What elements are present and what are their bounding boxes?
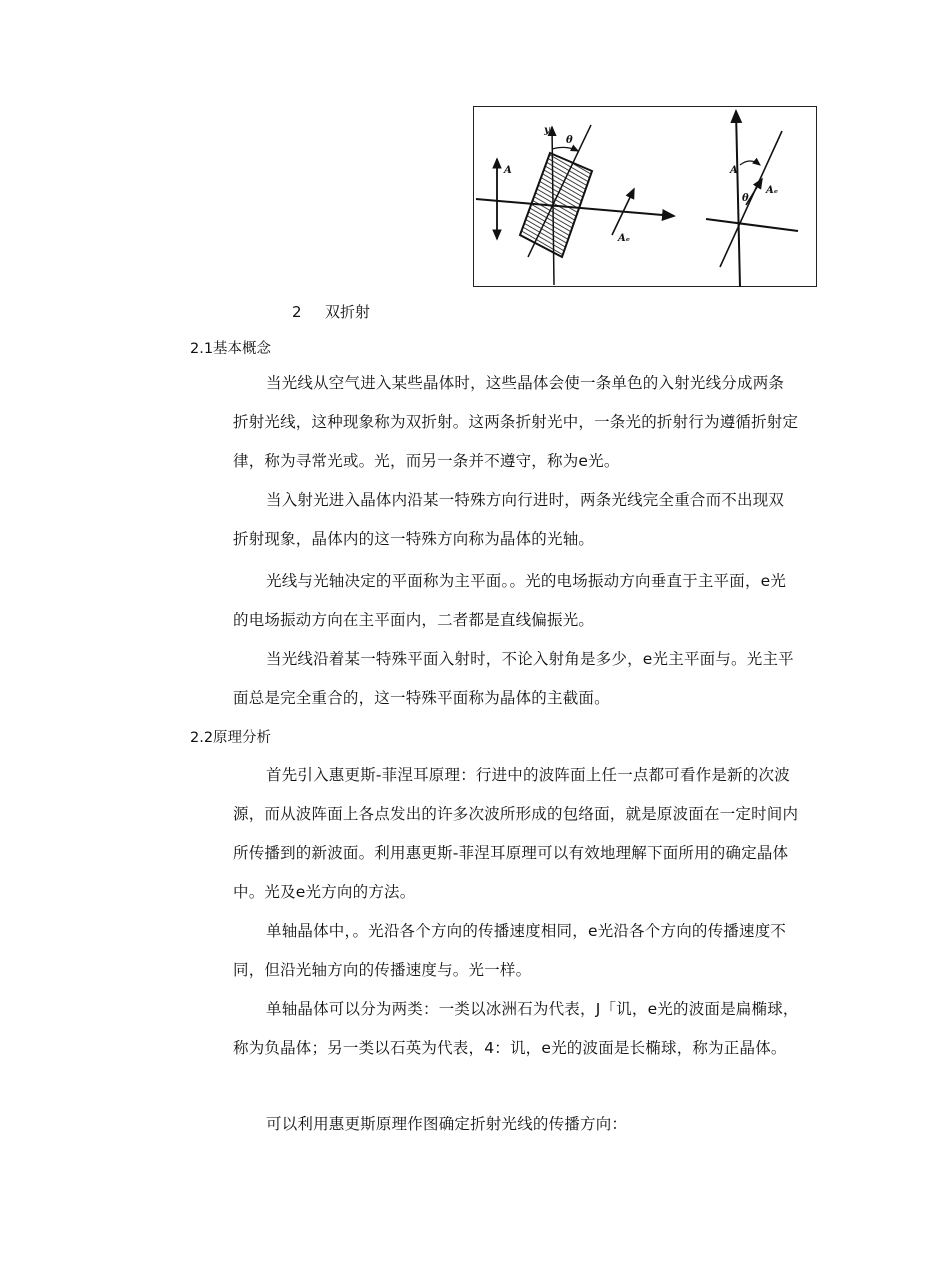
theta-label-left: θ <box>566 135 573 146</box>
subsection-heading-basic-concepts: 2.1基本概念 <box>190 341 272 357</box>
figure-drawing <box>474 107 818 288</box>
paragraph-1: 当光线从空气进入某些晶体时，这些晶体会使一条单色的入射光线分成两条折射光线，这种现象称为双折射。这两条折射光中，一条光的折射行为遵循折射定律，称为寻常光或。光，而另一条并不遵守，称为e光。 <box>233 374 799 470</box>
ae-label-right: Aₑ <box>766 185 779 196</box>
y-axis-label: y <box>544 125 550 136</box>
paragraph-7: 单轴晶体可以分为两类：一类以冰洲石为代表，J「讥，e光的波面是扁椭球，称为负晶体；另一类以石英为代表，4：讥，e光的波面是长椭球，称为正晶体。 <box>233 1000 799 1057</box>
section-title <box>292 301 370 322</box>
section-title-text: 双折射 <box>325 303 371 321</box>
paragraph-6: 单轴晶体中，。光沿各个方向的传播速度相同，e光沿各个方向的传播速度不同，但沿光轴方向的传播速度与。光一样。 <box>233 922 787 979</box>
paragraph-2: 当入射光进入晶体内沿某一特殊方向行进时，两条光线完全重合而不出现双折射现象，晶体内的这一特殊方向称为晶体的光轴。 <box>233 491 785 548</box>
left-diagram <box>476 125 674 285</box>
right-diagram <box>706 111 798 287</box>
birefringence-figure <box>473 106 817 287</box>
paragraph-4: 当光线沿着某一特殊平面入射时，不论入射角是多少，e光主平面与。光主平面总是完全重合的，这一特殊平面称为晶体的主截面。 <box>233 650 794 707</box>
section-number: 2 <box>292 303 302 321</box>
theta-label-right: θ <box>742 193 749 204</box>
a-label-right: A <box>730 165 738 176</box>
paragraph-3: 光线与光轴决定的平面称为主平面。。光的电场振动方向垂直于主平面，e光的电场振动方向在主平面内，二者都是直线偏振光。 <box>233 572 787 629</box>
subsection-heading-principle-analysis: 2.2原理分析 <box>190 730 272 746</box>
a-label-left: A <box>504 165 512 176</box>
paragraph-8: 可以利用惠更斯原理作图确定折射光线的传播方向： <box>266 1115 628 1133</box>
ae-label-left: Aₑ <box>618 233 631 244</box>
paragraph-5: 首先引入惠更斯-菲涅耳原理：行进中的波阵面上任一点都可看作是新的次波源，而从波阵面上各点发出的许多次波所形成的包络面，就是原波面在一定时间内所传播到的新波面。利用惠更斯-菲涅耳原理可以有效地理解下面所用的确定晶体中。光及e光方向的方法。 <box>233 766 799 901</box>
